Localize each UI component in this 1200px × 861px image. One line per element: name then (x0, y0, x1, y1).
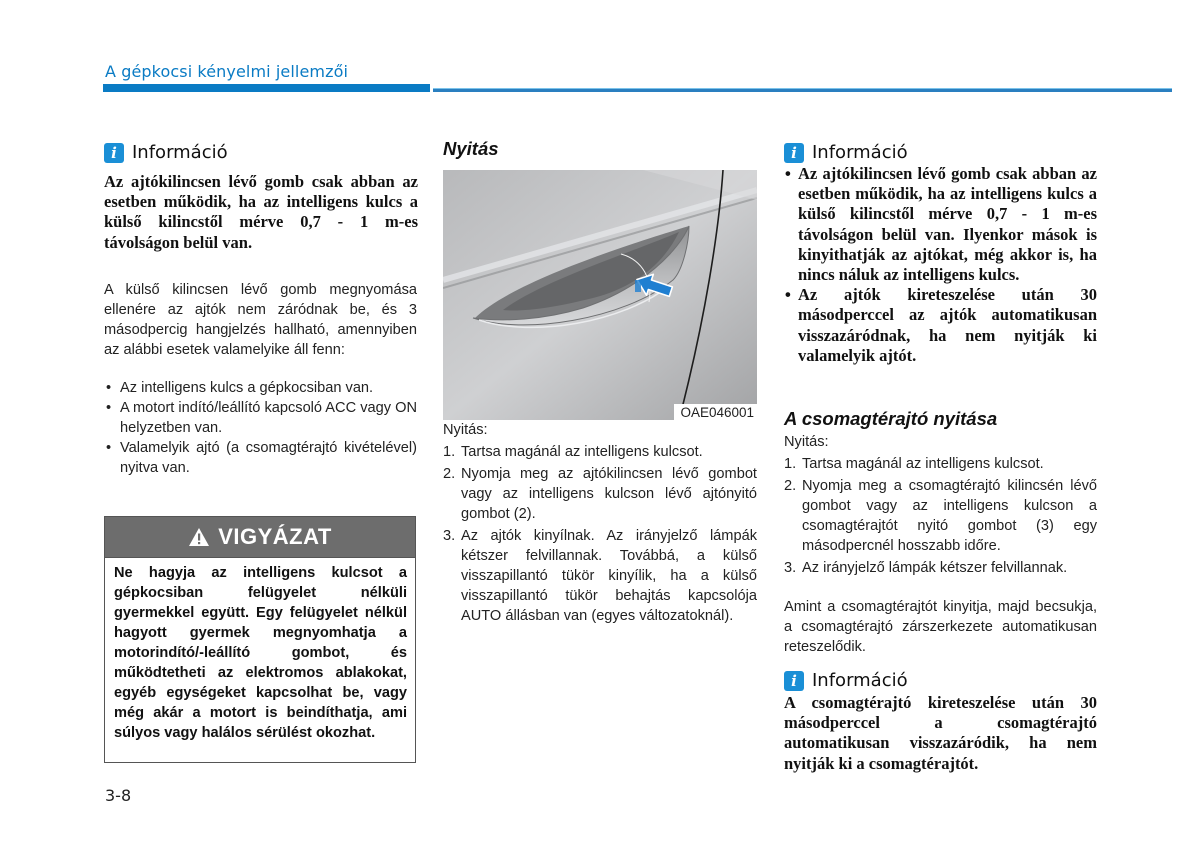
list-item: • Az intelligens kulcs a gépkocsiban van. (104, 378, 417, 398)
section-title-tailgate: A csomagtérajtó nyitása (784, 408, 998, 429)
caution-title: VIGYÁZAT (218, 524, 332, 549)
info-icon: i (104, 143, 124, 163)
header-bar-thick (103, 84, 430, 92)
step-number: 3. (784, 560, 797, 576)
opening-steps (443, 442, 757, 628)
step-number: 2. (443, 466, 456, 482)
list-item (443, 442, 757, 462)
header-divider-line (433, 88, 1172, 92)
step-text: Az irányjelző lámpák kétszer felvillannak. (802, 560, 1068, 576)
info-heading (784, 142, 908, 163)
caution-box (104, 516, 416, 763)
list-item (784, 454, 1097, 474)
tailgate-steps (784, 454, 1097, 580)
conditions-list (104, 378, 417, 478)
list-item (443, 464, 757, 524)
info-title: Információ (132, 142, 228, 163)
step-number: 1. (443, 444, 456, 460)
warning-triangle-icon (188, 527, 210, 547)
page-number: 3-8 (105, 786, 132, 805)
list-item (443, 526, 757, 626)
step-number: 3. (443, 528, 456, 544)
caution-text: Ne hagyja az intelligens kulcsot a gépkocsiban felügyelet nélküli gyermekkel együtt. Egy felügyelet nélkül hagyott gyermek megnyomhatja a motorindító/-leállító gombot, és működtetheti az elektromos ablakokat, egyéb egységeket kapcsolhat be, vagy még akár a motort is beindíthatja, ami súlyos vagy halálos sérülést okozhat. (114, 565, 407, 741)
list-item: • Az ajtók kireteszelése után 30 másodperccel az ajtók automatikusan visszazáródnak, ha nem nyitják ki valamelyik ajtót. (784, 285, 1097, 366)
tailgate-paragraph: Amint a csomagtérajtót kinyitja, majd becsukja, a csomagtérajtó zárszerkezete automatikusan reteszelődik. (784, 599, 1097, 655)
opening-intro: Nyitás: (443, 422, 488, 438)
step-text: Az ajtók kinyílnak. Az irányjelző lámpák kétszer felvillannak. Továbbá, a külső visszapillantó tükör kinyílik, ha a külső visszapillantó tükör behajtás kapcsolója AUTO állásban van (egyes változatoknál). (461, 528, 757, 624)
info-heading (104, 142, 228, 163)
tailgate-intro: Nyitás: (784, 434, 829, 450)
caution-header (105, 517, 415, 558)
step-number: 1. (784, 456, 797, 472)
info-bullets (784, 164, 1097, 366)
info-icon: i (784, 671, 804, 691)
info-text: A csomagtérajtó kireteszelése után 30 másodperccel a csomagtérajtó automatikusan visszazáródik, ha nem nyitják ki a csomagtérajtót. (784, 693, 1097, 773)
step-number: 2. (784, 478, 797, 494)
list-item (784, 558, 1097, 578)
info-heading (784, 670, 908, 691)
chapter-title: A gépkocsi kényelmi jellemzői (105, 62, 349, 81)
list-item (784, 476, 1097, 556)
info-text: Az ajtókilincsen lévő gomb csak abban az esetben működik, ha az intelligens kulcs a külső kilincstől mérve 0,7 - 1 m-es távolságon belül van. (104, 172, 418, 252)
step-text: Nyomja meg a csomagtérajtó kilincsén lévő gombot vagy az intelligens kulcson a csomagtérajtót nyitó gombot (3) egy másodpercnél hosszabb időre. (802, 478, 1097, 554)
info-title: Információ (812, 670, 908, 691)
step-text: Tartsa magánál az intelligens kulcsot. (461, 444, 703, 460)
paragraph-conditions: A külső kilincsen lévő gomb megnyomása ellenére az ajtók nem záródnak be, és 3 másodpercig hangjelzés hallható, amennyiben az alábbi esetek valamelyike áll fenn: (104, 282, 417, 358)
list-item: • Az ajtókilincsen lévő gomb csak abban az esetben működik, ha az intelligens kulcs a külső kilincstől mérve 0,7 - 1 m-es távolságon belül van. Ilyenkor mások is kinyithatják az ajtókat, még akkor is, ha nincs náluk az intelligens kulcs. (784, 164, 1097, 285)
step-text: Tartsa magánál az intelligens kulcsot. (802, 456, 1044, 472)
list-item: • A motort indító/leállító kapcsoló ACC vagy ON helyzetben van. (104, 398, 417, 438)
info-title: Információ (812, 142, 908, 163)
door-handle-figure (443, 170, 757, 420)
info-icon: i (784, 143, 804, 163)
figure-label: OAE046001 (674, 404, 757, 420)
step-text: Nyomja meg az ajtókilincsen lévő gombot vagy az intelligens kulcson lévő ajtónyitó gombot (2). (461, 466, 757, 522)
door-handle-illustration (443, 170, 757, 420)
section-title-opening: Nyitás (443, 138, 499, 159)
list-item: • Valamelyik ajtó (a csomagtérajtó kivételével) nyitva van. (104, 438, 417, 478)
